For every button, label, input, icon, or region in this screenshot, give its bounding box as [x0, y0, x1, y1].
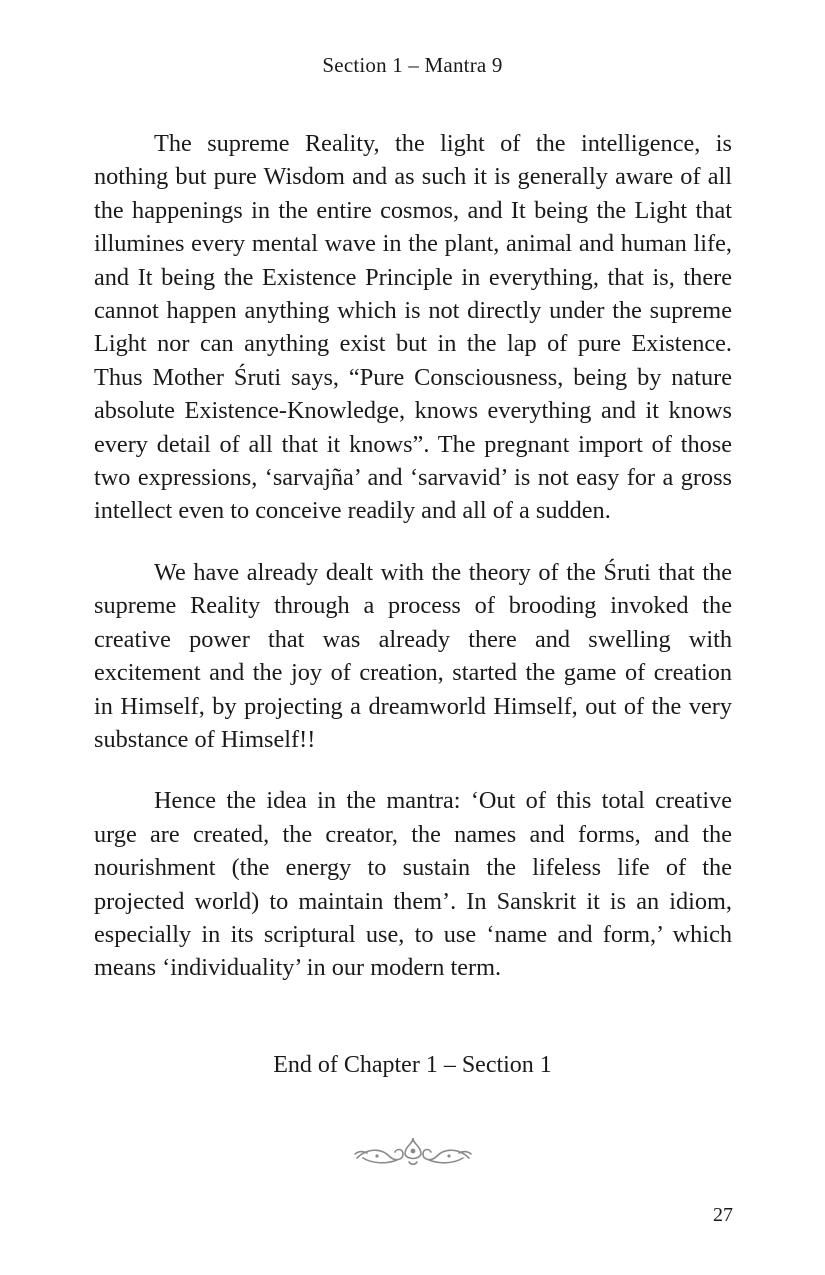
- chapter-end-marker: End of Chapter 1 – Section 1: [273, 1052, 552, 1078]
- running-header: Section 1 – Mantra 9: [322, 53, 503, 77]
- paragraph: We have already dealt with the theory of the Śruti that the supreme Reality through a process of brooding invoked the creative power that was already there and swelling with excitement and the joy of creation, started the game of creation in Himself, by projecting a dreamworld Himself, out of the very substance of Himself!!: [94, 558, 732, 753]
- paragraph: The supreme Reality, the light of the intelligence, is nothing but pure Wisdom and as such it is generally aware of all the happenings in the entire cosmos, and It being the Light that illumines every mental wave in the plant, animal and human life, and It being the Existence Principle in everything, that is, there cannot happen anything which is not directly under the supreme Light nor can anything exist but in the lap of pure Existence. Thus Mother Śruti says, “Pure Consciousness, being by nature absolute Existence-Knowledge, knows everything and it knows every detail of all that it knows”. The pregnant import of those two expressions, ‘sarvajña’ and ‘sarvavid’ is not easy for a gross intellect even to conceive readily and all of a sudden.: [94, 130, 732, 525]
- body-text: [94, 127, 732, 1013]
- page-number: 27: [713, 1204, 733, 1226]
- decorative-scroll-ornament-icon: [353, 1134, 473, 1170]
- paragraph: Hence the idea in the mantra: ‘Out of this total creative urge are created, the creator, the names and forms, and the nourishment (the energy to sustain the lifeless life of the projected world) to maintain them’. In Sanskrit it is an idiom, especially in its scriptural use, to use ‘name and form,’ which means ‘individuality’ in our modern term.: [94, 787, 732, 982]
